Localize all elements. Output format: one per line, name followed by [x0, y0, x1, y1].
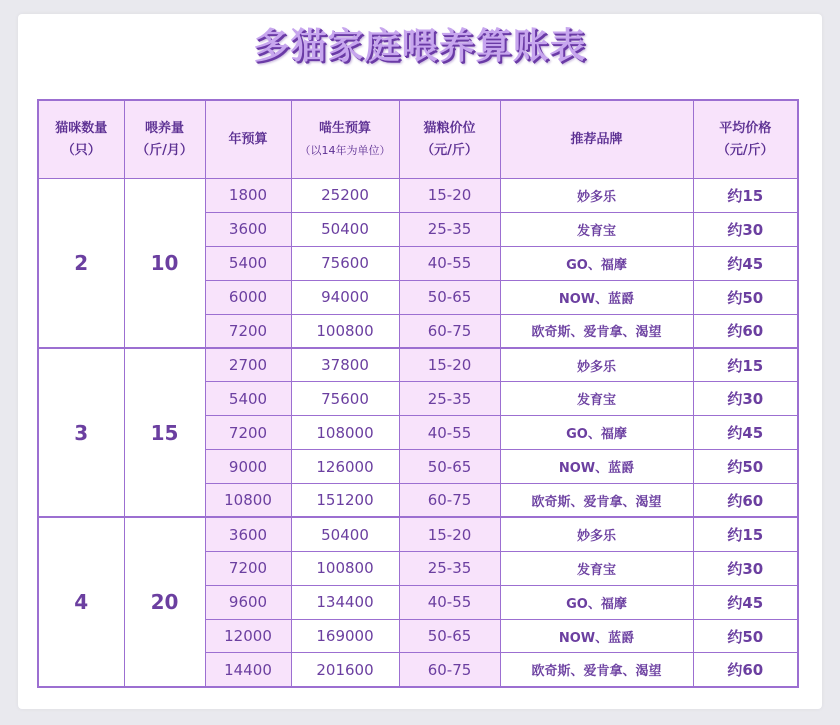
life-budget-cell: 25200 [291, 179, 399, 213]
life-budget-cell: 75600 [291, 246, 399, 280]
budget-table [37, 99, 799, 688]
header-brand: 推荐品牌 [500, 100, 693, 179]
price-range-cell: 15-20 [399, 348, 500, 382]
year-budget-cell: 1800 [205, 179, 291, 213]
price-range-cell: 50-65 [399, 619, 500, 653]
header-feed: 喂养量 （斤/月） [124, 100, 205, 179]
year-budget-cell: 9600 [205, 585, 291, 619]
brand-cell: 发育宝 [500, 212, 693, 246]
avg-price-cell: 约30 [693, 382, 798, 416]
table-row [38, 517, 798, 551]
price-range-cell: 25-35 [399, 382, 500, 416]
life-budget-cell: 151200 [291, 484, 399, 518]
brand-cell: NOW、蓝爵 [500, 619, 693, 653]
price-range-cell: 25-35 [399, 551, 500, 585]
brand-cell: NOW、蓝爵 [500, 280, 693, 314]
price-range-cell: 60-75 [399, 653, 500, 687]
brand-cell: 发育宝 [500, 551, 693, 585]
year-budget-cell: 5400 [205, 246, 291, 280]
price-range-cell: 60-75 [399, 484, 500, 518]
year-budget-cell: 14400 [205, 653, 291, 687]
avg-price-cell: 约30 [693, 551, 798, 585]
life-budget-cell: 134400 [291, 585, 399, 619]
cats-count-cell: 3 [38, 348, 124, 517]
feed-amount-cell: 20 [124, 517, 205, 687]
price-range-cell: 50-65 [399, 280, 500, 314]
price-range-cell: 15-20 [399, 517, 500, 551]
price-range-cell: 50-65 [399, 450, 500, 484]
life-budget-cell: 201600 [291, 653, 399, 687]
table-row [38, 348, 798, 382]
avg-price-cell: 约60 [693, 484, 798, 518]
avg-price-cell: 约50 [693, 280, 798, 314]
feed-amount-cell: 15 [124, 348, 205, 517]
brand-cell: 发育宝 [500, 382, 693, 416]
life-budget-cell: 100800 [291, 314, 399, 348]
header-year: 年预算 [205, 100, 291, 179]
feed-amount-cell: 10 [124, 179, 205, 348]
brand-cell: 欧奇斯、爱肯拿、渴望 [500, 653, 693, 687]
avg-price-cell: 约45 [693, 585, 798, 619]
brand-cell: GO、福摩 [500, 585, 693, 619]
year-budget-cell: 3600 [205, 517, 291, 551]
year-budget-cell: 10800 [205, 484, 291, 518]
brand-cell: NOW、蓝爵 [500, 450, 693, 484]
life-budget-cell: 50400 [291, 212, 399, 246]
table-header [38, 100, 798, 179]
header-cats: 猫咪数量 （只） [38, 100, 124, 179]
brand-cell: 妙多乐 [500, 517, 693, 551]
brand-cell: GO、福摩 [500, 246, 693, 280]
life-budget-cell: 169000 [291, 619, 399, 653]
header-life: 喵生预算 （以14年为单位） [291, 100, 399, 179]
year-budget-cell: 2700 [205, 348, 291, 382]
avg-price-cell: 约15 [693, 348, 798, 382]
life-budget-cell: 37800 [291, 348, 399, 382]
table-body [38, 179, 798, 688]
year-budget-cell: 7200 [205, 314, 291, 348]
header-price: 猫粮价位 （元/斤） [399, 100, 500, 179]
brand-cell: 妙多乐 [500, 179, 693, 213]
table-row [38, 179, 798, 213]
year-budget-cell: 5400 [205, 382, 291, 416]
life-budget-cell: 126000 [291, 450, 399, 484]
year-budget-cell: 3600 [205, 212, 291, 246]
price-range-cell: 40-55 [399, 416, 500, 450]
avg-price-cell: 约60 [693, 653, 798, 687]
cats-count-cell: 2 [38, 179, 124, 348]
year-budget-cell: 12000 [205, 619, 291, 653]
cats-count-cell: 4 [38, 517, 124, 687]
year-budget-cell: 9000 [205, 450, 291, 484]
brand-cell: 欧奇斯、爱肯拿、渴望 [500, 484, 693, 518]
avg-price-cell: 约50 [693, 450, 798, 484]
brand-cell: GO、福摩 [500, 416, 693, 450]
year-budget-cell: 7200 [205, 551, 291, 585]
avg-price-cell: 约30 [693, 212, 798, 246]
header-avg: 平均价格 （元/斤） [693, 100, 798, 179]
brand-cell: 妙多乐 [500, 348, 693, 382]
life-budget-cell: 50400 [291, 517, 399, 551]
brand-cell: 欧奇斯、爱肯拿、渴望 [500, 314, 693, 348]
price-range-cell: 40-55 [399, 246, 500, 280]
avg-price-cell: 约45 [693, 246, 798, 280]
life-budget-cell: 100800 [291, 551, 399, 585]
price-range-cell: 60-75 [399, 314, 500, 348]
life-budget-cell: 94000 [291, 280, 399, 314]
price-range-cell: 15-20 [399, 179, 500, 213]
avg-price-cell: 约60 [693, 314, 798, 348]
life-budget-cell: 108000 [291, 416, 399, 450]
year-budget-cell: 7200 [205, 416, 291, 450]
price-range-cell: 40-55 [399, 585, 500, 619]
avg-price-cell: 约15 [693, 517, 798, 551]
page-title: 多猫家庭喂养算账表 [253, 26, 587, 67]
avg-price-cell: 约15 [693, 179, 798, 213]
avg-price-cell: 约45 [693, 416, 798, 450]
year-budget-cell: 6000 [205, 280, 291, 314]
price-range-cell: 25-35 [399, 212, 500, 246]
life-budget-cell: 75600 [291, 382, 399, 416]
avg-price-cell: 约50 [693, 619, 798, 653]
